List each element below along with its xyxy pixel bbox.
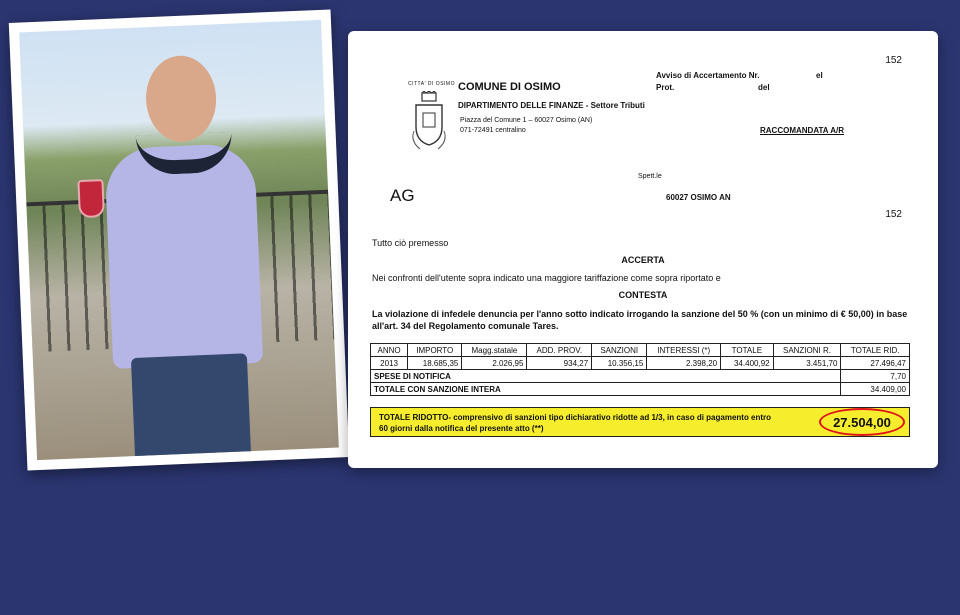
- premesso-text: Tutto ciò premesso: [372, 238, 449, 248]
- tares-table: [370, 343, 910, 396]
- photo-person-jeans: [131, 353, 252, 460]
- spese-value: 7,70: [841, 370, 910, 383]
- cell-sanzioni-r: 3.451,70: [773, 357, 841, 370]
- tax-notice-document: [348, 31, 938, 468]
- cell-add-prov: 934,27: [527, 357, 592, 370]
- nei-confronti-text: Nei confronti dell'utente sopra indicato una maggiore tariffazione come sopra riportato e: [372, 273, 721, 283]
- header-magg-statale: Magg.statale: [462, 344, 527, 357]
- address-line-2: 071-72491 centralino: [460, 127, 526, 134]
- header-sanzioni: SANZIONI: [592, 344, 647, 357]
- cell-totale-rid: 27.496,47: [841, 357, 910, 370]
- photo-image: [19, 20, 339, 460]
- comune-title: COMUNE DI OSIMO: [458, 81, 561, 93]
- cell-interessi: 2.398,20: [647, 357, 721, 370]
- header-anno: ANNO: [371, 344, 408, 357]
- contesta-heading: CONTESTA: [618, 290, 668, 300]
- header-sanzioni-r: SANZIONI R.: [773, 344, 841, 357]
- recipient-initials: AG: [390, 186, 415, 205]
- coat-of-arms-icon: [410, 91, 448, 155]
- header-importo: IMPORTO: [408, 344, 462, 357]
- accerta-heading: ACCERTA: [621, 255, 665, 265]
- cell-sanzioni: 10.356,15: [592, 357, 647, 370]
- photo-wine-glass: [77, 179, 105, 218]
- address-line-1: Piazza del Comune 1 – 60027 Osimo (AN): [460, 117, 593, 124]
- cell-anno: 2013: [371, 357, 408, 370]
- photo-frame: [9, 9, 349, 470]
- spese-row: [371, 370, 910, 383]
- table-row: [371, 357, 910, 370]
- table-header-row: [371, 344, 910, 357]
- page-number-mid: 152: [885, 209, 902, 220]
- crest-label: CITTA' DI OSIMO: [408, 81, 455, 87]
- violazione-text: La violazione di infedele denuncia per l'anno sotto indicato irrogando la sanzione del 50 % (con un minimo di € 50,00) in base all'art. 34 del Regolamento comunale Tares.: [372, 309, 908, 331]
- header-add-prov: ADD. PROV.: [527, 344, 592, 357]
- totale-ridotto-circled-value: 27.504,00: [819, 408, 905, 436]
- cell-importo: 18.685,35: [408, 357, 462, 370]
- header-interessi: INTERESSI (*): [647, 344, 721, 357]
- prot-del-label: del: [758, 83, 770, 92]
- photo-person-shirt: [104, 143, 263, 369]
- recipient-city: 60027 OSIMO AN: [666, 193, 731, 202]
- prot-label: Prot.: [656, 83, 675, 92]
- page-number: 152: [885, 55, 902, 66]
- spese-label: SPESE DI NOTIFICA: [371, 370, 841, 383]
- photo-person-head: [144, 54, 218, 143]
- totale-label: TOTALE CON SANZIONE INTERA: [371, 383, 841, 396]
- cell-totale: 34.400,92: [721, 357, 773, 370]
- avviso-label: Avviso di Accertamento Nr.: [656, 71, 760, 80]
- totale-ridotto-text: TOTALE RIDOTTO- comprensivo di sanzioni tipo dichiarativo ridotte ad 1/3, in caso di pagamento entro 60 giorni dalla notifica del presente atto (**): [379, 413, 772, 433]
- department-name: DIPARTIMENTO DELLE FINANZE - Settore Tributi: [458, 101, 645, 110]
- totale-ridotto-highlight: [370, 407, 910, 437]
- avviso-del-label: el: [816, 71, 823, 80]
- cell-magg-statale: 2.026,95: [462, 357, 527, 370]
- header-totale: TOTALE: [721, 344, 773, 357]
- totale-row: [371, 383, 910, 396]
- raccomandata-label: RACCOMANDATA A/R: [760, 126, 844, 135]
- totale-value: 34.409,00: [841, 383, 910, 396]
- header-totale-rid: TOTALE RID.: [841, 344, 910, 357]
- spett-label: Spett.le: [638, 173, 662, 180]
